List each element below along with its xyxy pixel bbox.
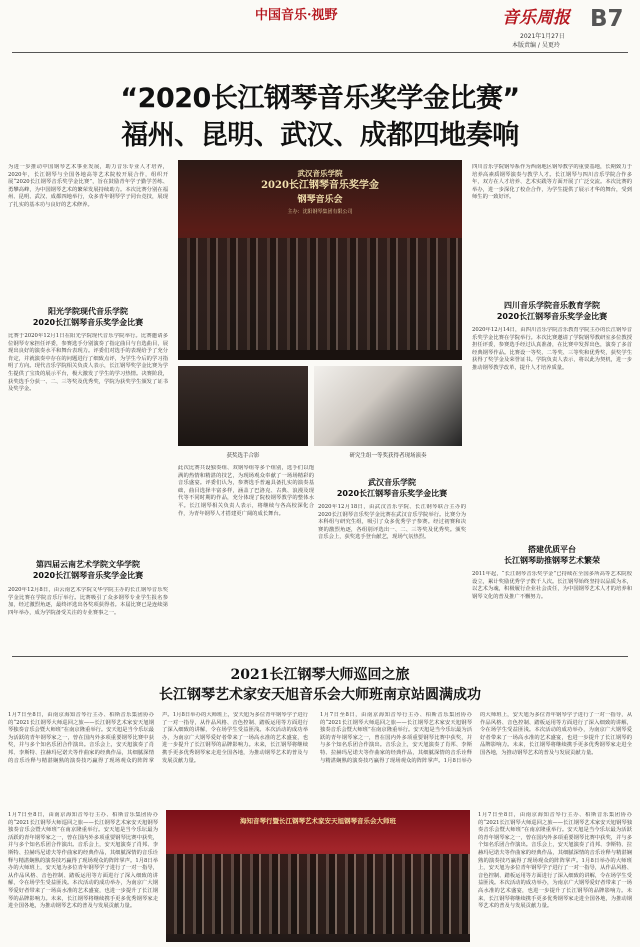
photo-banner-title: 2020长江钢琴音乐奖学金 <box>261 180 379 191</box>
bottom-people-rows <box>166 854 470 934</box>
editor-credit: 本版责编 / 吴更玲 <box>512 42 560 49</box>
bottom-body-top-right: 1月7日至8日，由南京海知音琴行主办、柏斯音乐集团协办的“2021长江钢琴大师巡回之旅——长江钢琴艺术家安天旭钢琴独奏音乐会暨大师班”在南京隆重举行。安天旭是当今乐坛最为活跃的青年钢琴家之一，曾在国内外多项重要钢琴比赛中获奖，并与多个知名乐团合作演出。音乐会上，安天旭演奏了肖邦、李斯特、拉赫玛尼诺夫等作曲家的经典作品，其细腻深情的音乐诠释与精湛娴熟的演奏技巧赢得了现场观众的阵阵掌声。1月8日举办的大师班上，安天旭为多位青年钢琴学子进行了一对一指导，从作品风格、音色控制、踏板运用等方面进行了深入细致的讲解，令在场学生受益匪浅。本次活动的成功举办，为南京广大钢琴爱好者带来了一场高水准的艺术盛宴，也进一步提升了长江钢琴的品牌影响力。未来，长江钢琴将继续携手更多优秀钢琴家走进全国各地，为推动钢琴艺术的普及与发展贡献力量。 <box>320 712 632 764</box>
stage-floor <box>178 350 462 360</box>
bottom-body-left: 1月7日至8日，由南京海知音琴行主办、柏斯音乐集团协办的“2021长江钢琴大师巡回之旅——长江钢琴艺术家安天旭钢琴独奏音乐会暨大师班”在南京隆重举行。安天旭是当今乐坛最为活跃的青年钢琴家之一，曾在国内外多项重要钢琴比赛中获奖，并与多个知名乐团合作演出。音乐会上，安天旭演奏了肖邦、李斯特、拉赫玛尼诺夫等作曲家的经典作品，其细腻深情的音乐诠释与精湛娴熟的演奏技巧赢得了现场观众的阵阵掌声。1月8日举办的大师班上，安天旭为多位青年钢琴学子进行了一对一指导，从作品风格、音色控制、踏板运用等方面进行了深入细致的讲解，令在场学生受益匪浅。本次活动的成功举办，为南京广大钢琴爱好者带来了一场高水准的艺术盛宴，也进一步提升了长江钢琴的品牌影响力。未来，长江钢琴将继续携手更多优秀钢琴家走进全国各地，为推动钢琴艺术的普及与发展贡献力量。 <box>8 812 158 910</box>
intro-paragraph: 为进一步推动中国钢琴艺术事业发展，助力音乐专业人才培养，2020年，长江钢琴与全国各地高等艺术院校开展合作，组织开展“2020长江钢琴音乐奖学金比赛”，旨在鼓励青年学子勤学苦练、勇攀高峰，为中国钢琴艺术的繁荣发展持续助力。本次比赛分别在福州、昆明、武汉、成都四地举行，众多青年钢琴学子同台竞技，展现了扎实的基本功与良好的艺术修养。 <box>8 164 168 208</box>
section-body-wuhan: 2020年12月18日，由武汉音乐学院、长江钢琴联合主办的2020长江钢琴音乐奖学金比赛在武汉音乐学院举行。比赛分为本科组与研究生组，吸引了众多优秀学子参赛。经过初赛和决赛的激烈角逐，各组别评选出一、二、三等奖及优秀奖。颁奖音乐会上，获奖选手登台献艺，现场气氛热烈。 <box>318 504 466 541</box>
newspaper-logo: 音乐周报 <box>502 8 570 28</box>
page-number: B7 <box>590 6 624 32</box>
photo-caption-performance: 研究生组一等奖获得者现场演奏 <box>349 453 427 459</box>
photo-banner-organizer: 主办：沈阳钢琴集团有限公司 <box>287 209 353 215</box>
section-title-platform: 搭建优质平台 长江钢琴助推钢琴艺术繁荣 <box>504 545 600 565</box>
headline-line-1: “2020长江钢琴音乐奖学金比赛” <box>120 83 520 114</box>
bottom-body-right: 1月7日至8日，由南京海知音琴行主办、柏斯音乐集团协办的“2021长江钢琴大师巡回之旅——长江钢琴艺术家安天旭钢琴独奏音乐会暨大师班”在南京隆重举行。安天旭是当今乐坛最为活跃的青年钢琴家之一，曾在国内外多项重要钢琴比赛中获奖，并与多个知名乐团合作演出。音乐会上，安天旭演奏了肖邦、李斯特、拉赫玛尼诺夫等作曲家的经典作品，其细腻深情的音乐诠释与精湛娴熟的演奏技巧赢得了现场观众的阵阵掌声。1月8日举办的大师班上，安天旭为多位青年钢琴学子进行了一对一指导，从作品风格、音色控制、踏板运用等方面进行了深入细致的讲解，令在场学生受益匪浅。本次活动的成功举办，为南京广大钢琴爱好者带来了一场高水准的艺术盛宴，也进一步提升了长江钢琴的品牌影响力。未来，长江钢琴将继续携手更多优秀钢琴家走进全国各地，为推动钢琴艺术的普及与发展贡献力量。 <box>478 812 632 910</box>
section-divider <box>12 656 628 657</box>
section-body-yangguang: 比赛于2020年12月1日在阳光学院现代音乐学院举行。比赛邀请多位钢琴专家担任评委，参赛选手分别演奏了指定曲目与自选曲目，展现出良好的演奏水平和舞台表现力。评委们对选手的表现给予了充分肯定，并就演奏中存在的问题进行了细致点评，为学生今后的学习指明了方向。现代音乐学院相关负责人表示，长江钢琴奖学金比赛为学生提供了宝贵的展示平台，极大激发了学生的学习热情。决赛阶段，获奖选手分获一、二、三等奖及优秀奖，学院为获奖学生颁发了证书及奖学金。 <box>8 333 168 393</box>
section-body-sichuan: 2020年12月14日，由四川音乐学院音乐教育学院主办的长江钢琴音乐奖学金比赛在学院举行。本次比赛邀请了学院钢琴教研室多位教授担任评委，参赛选手经过认真准备，在比赛中发挥出色，演奏了多首经典钢琴作品。比赛设一等奖、二等奖、三等奖和优秀奖，获奖学生获得了奖学金及荣誉证书。学院负责人表示，将以此为契机，进一步推动钢琴教学改革，提升人才培养质量。 <box>472 327 632 371</box>
masthead-rule <box>12 52 628 53</box>
bottom-group-photo <box>166 810 470 942</box>
bottom-title-line-2: 长江钢琴艺术家安天旭音乐会大师班南京站圆满成功 <box>159 687 481 703</box>
photo-banner-subtitle: 钢琴音乐会 <box>297 195 343 205</box>
award-photo <box>178 366 308 446</box>
section-title-wuhan: 武汉音乐学院 2020长江钢琴音乐奖学金比赛 <box>336 478 448 498</box>
section-title-yangguang: 阳光学院现代音乐学院 2020长江钢琴音乐奖学金比赛 <box>32 307 144 327</box>
right-intro: 四川音乐学院钢琴系作为西南地区钢琴教学的重要基地，长期致力于培养高素质钢琴演奏与教学人才。长江钢琴与四川音乐学院合作多年，双方在人才培养、艺术实践等方面开展了广泛交流。本次比赛的举办，进一步深化了校企合作，为学生提供了展示才华的舞台，受到师生的一致好评。 <box>472 164 632 201</box>
bottom-photo-banner: 海知音琴行暨长江钢琴艺术家安天旭钢琴音乐会大师班 <box>240 817 396 825</box>
headline-line-2: 福州、昆明、武汉、成都四地奏响 <box>121 120 519 151</box>
photo-banner-school: 武汉音乐学院 <box>297 169 343 178</box>
bottom-title-line-1: 2021长江钢琴大师巡回之旅 <box>230 667 410 683</box>
photo-caption-award: 获奖选手合影 <box>226 453 260 459</box>
people-rows <box>178 238 462 350</box>
section-body-platform: 2011年起，“长江钢琴音乐奖学金”已持续在全国多所高等艺术院校设立，累计奖励优秀学子数千人次。长江钢琴始终坚持以品质为本，以艺术为魂，积极履行企业社会责任，为中国钢琴艺术人才的培养和钢琴文化的普及推广不懈努力。 <box>472 571 632 600</box>
section-title-sichuan: 四川音乐学院音乐教育学院 2020长江钢琴音乐奖学金比赛 <box>496 301 608 321</box>
section-title-yunnan: 第四届云南艺术学院文华学院 2020长江钢琴音乐奖学金比赛 <box>32 560 144 580</box>
group-photo <box>178 160 462 360</box>
bottom-body-top-left: 1月7日至8日，由南京海知音琴行主办、柏斯音乐集团协办的“2021长江钢琴大师巡回之旅——长江钢琴艺术家安天旭钢琴独奏音乐会暨大师班”在南京隆重举行。安天旭是当今乐坛最为活跃的青年钢琴家之一，曾在国内外多项重要钢琴比赛中获奖，并与多个知名乐团合作演出。音乐会上，安天旭演奏了肖邦、李斯特、拉赫玛尼诺夫等作曲家的经典作品，其细腻深情的音乐诠释与精湛娴熟的演奏技巧赢得了现场观众的阵阵掌声。1月8日举办的大师班上，安天旭为多位青年钢琴学子进行了一对一指导，从作品风格、音色控制、踏板运用等方面进行了深入细致的讲解，令在场学生受益匪浅。本次活动的成功举办，为南京广大钢琴爱好者带来了一场高水准的艺术盛宴，也进一步提升了长江钢琴的品牌影响力。未来，长江钢琴将继续携手更多优秀钢琴家走进全国各地，为推动钢琴艺术的普及与发展贡献力量。 <box>8 712 308 764</box>
center-body: 此次比赛共设独奏组、双钢琴组等多个组别，选手们以饱满的热情和精湛的技艺，为现场观众奉献了一场场精彩的音乐盛宴。评委们认为，参赛选手普遍具备扎实的演奏基础，曲目选择丰富多样，涵盖了巴洛克、古典、浪漫及现代等不同时期的作品，充分体现了院校钢琴教学的整体水平。长江钢琴相关负责人表示，将继续与各高校深化合作，为青年钢琴人才搭建更广阔的成长舞台。 <box>178 465 314 517</box>
section-logo: 中国音乐·视野 <box>255 8 338 23</box>
issue-date: 2021年1月27日 <box>520 33 565 40</box>
section-body-yunnan: 2020年12月8日，由云南艺术学院文华学院主办的长江钢琴音乐奖学金比赛在学院音乐厅举行。比赛吸引了众多钢琴专业学生报名参加，经过激烈角逐，最终评选出各奖项获得者。本届比赛已是连续第四年举办，成为学院备受关注的专业赛事之一。 <box>8 587 168 616</box>
performance-photo <box>314 366 462 446</box>
